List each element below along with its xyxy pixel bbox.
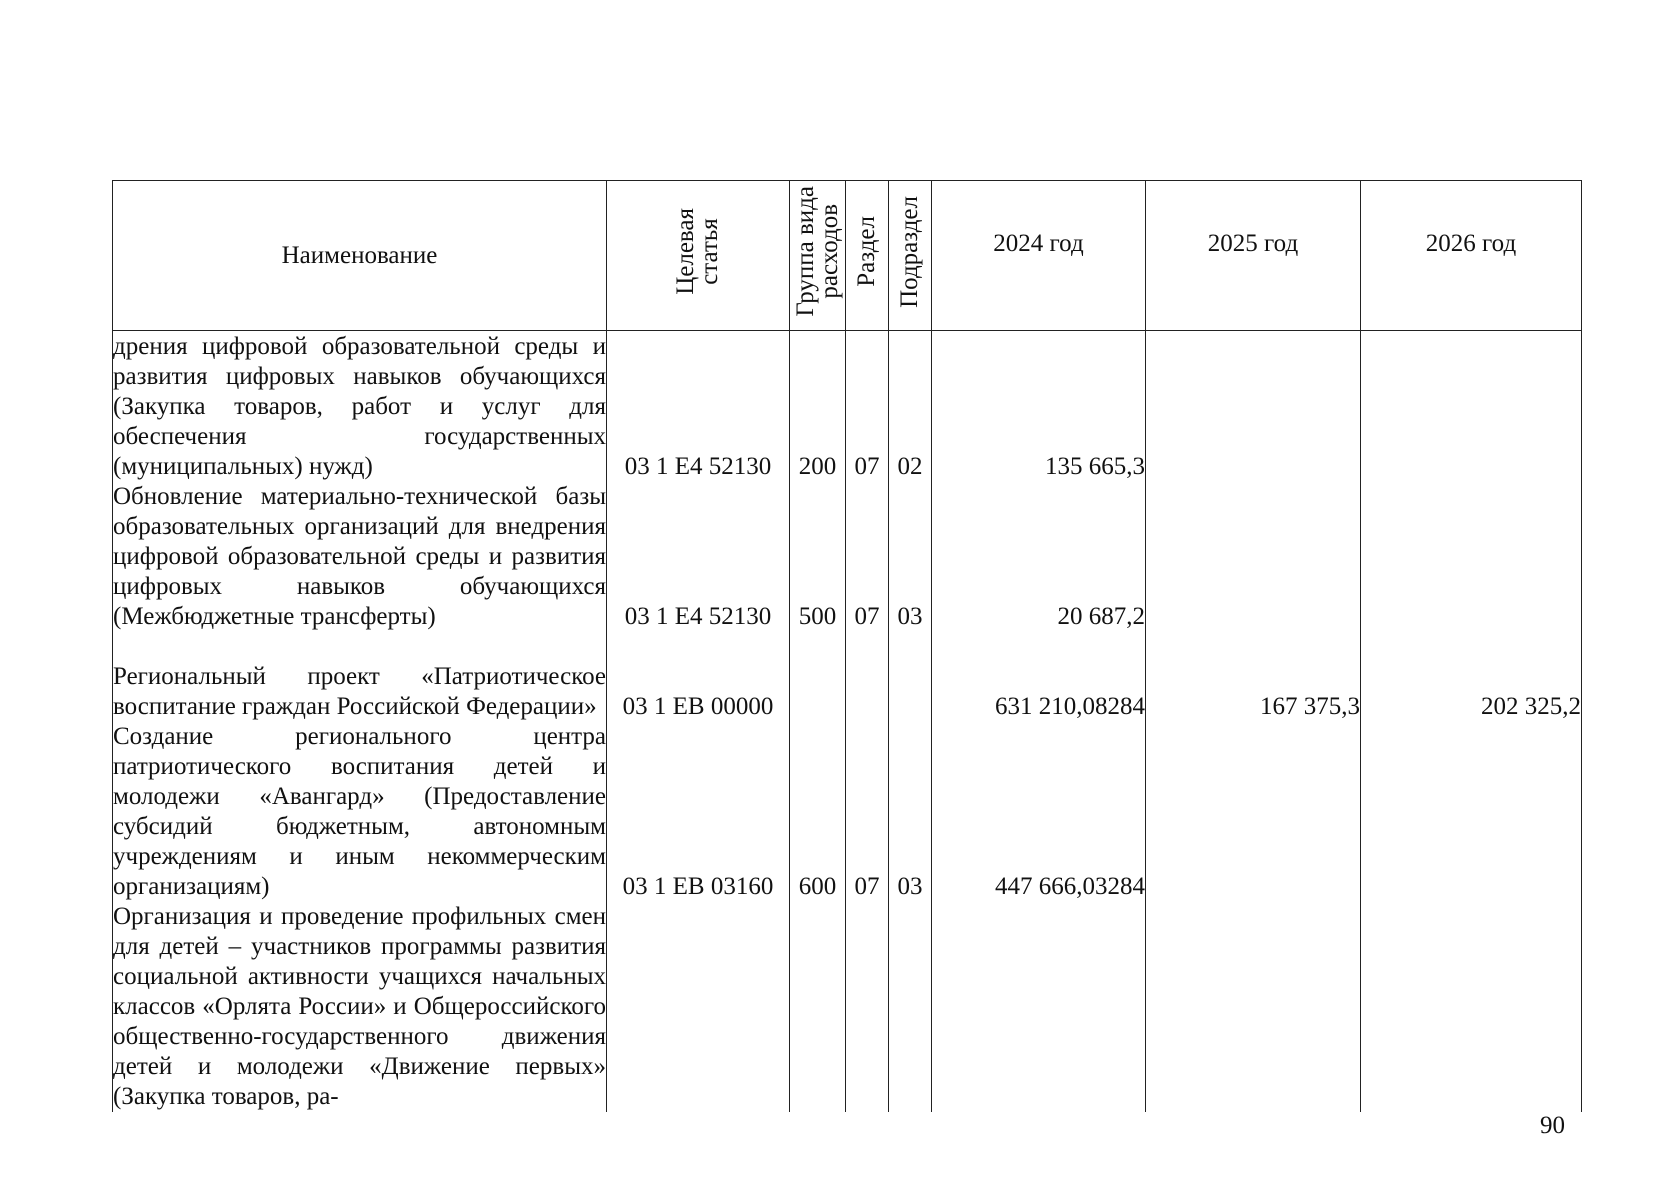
row-target-article: 03 1 E4 52130 bbox=[607, 482, 790, 632]
row-target-article bbox=[607, 902, 790, 1112]
budget-table bbox=[112, 180, 1582, 1112]
row-value-2024: 447 666,03284 bbox=[932, 722, 1146, 902]
row-value-2026 bbox=[1361, 482, 1582, 632]
row-section bbox=[846, 632, 889, 722]
header-expense-group: Группа вида расходов bbox=[790, 181, 846, 331]
header-year-2024: 2024 год bbox=[932, 181, 1146, 331]
row-value-2026: 202 325,2 bbox=[1361, 632, 1582, 722]
row-name: дрения цифровой образовательной среды и развития цифровых навыков обучающихся (Закупка товаров, работ и услуг для обеспечения государственных (муниципальных) нужд) bbox=[113, 332, 606, 480]
row-name: Обновление материально-технической базы образовательных организаций для внедрения цифровой образовательной среды и развития цифровых навыков обучающихся (Межбюджетные трансферты) bbox=[113, 482, 606, 630]
row-section: 07 bbox=[846, 482, 889, 632]
row-value-2024: 135 665,3 bbox=[932, 331, 1146, 482]
table-row bbox=[113, 482, 1582, 632]
row-value-2025 bbox=[1146, 902, 1361, 1112]
row-value-2024 bbox=[932, 902, 1146, 1112]
row-value-2025: 167 375,3 bbox=[1146, 632, 1361, 722]
row-expense-group: 200 bbox=[790, 331, 846, 482]
row-value-2025 bbox=[1146, 722, 1361, 902]
row-subsection: 03 bbox=[889, 722, 932, 902]
header-section: Раздел bbox=[846, 181, 889, 331]
row-value-2026 bbox=[1361, 722, 1582, 902]
row-section bbox=[846, 902, 889, 1112]
table-row bbox=[113, 632, 1582, 722]
page-number: 90 bbox=[1540, 1112, 1565, 1139]
row-value-2024: 20 687,2 bbox=[932, 482, 1146, 632]
row-value-2025 bbox=[1146, 482, 1361, 632]
header-target-article: Целевая статья bbox=[607, 181, 790, 331]
row-subsection: 03 bbox=[889, 482, 932, 632]
table-row bbox=[113, 902, 1582, 1112]
table-row bbox=[113, 331, 1582, 482]
row-expense-group bbox=[790, 902, 846, 1112]
row-section: 07 bbox=[846, 722, 889, 902]
row-value-2025 bbox=[1146, 331, 1361, 482]
row-subsection bbox=[889, 902, 932, 1112]
row-target-article: 03 1 EB 03160 bbox=[607, 722, 790, 902]
row-name: Создание регионального центра патриотического воспитания детей и молодежи «Авангард» (Предоставление субсидий бюджетным, автономным учреждениям и иным некоммерческим организациям) bbox=[113, 722, 606, 900]
row-section: 07 bbox=[846, 331, 889, 482]
row-value-2026 bbox=[1361, 902, 1582, 1112]
table-row bbox=[113, 722, 1582, 902]
row-target-article: 03 1 E4 52130 bbox=[607, 331, 790, 482]
row-value-2024: 631 210,08284 bbox=[932, 632, 1146, 722]
row-expense-group: 500 bbox=[790, 482, 846, 632]
row-subsection bbox=[889, 632, 932, 722]
row-name: Организация и проведение профильных смен для детей – участников программы развития социальной активности учащихся начальных классов «Орлята России» и Общероссийского общественно-государственного движения детей и молодежи «Движение первых» (Закупка товаров, ра- bbox=[113, 902, 606, 1110]
header-name: Наименование bbox=[113, 181, 607, 331]
table-header bbox=[113, 181, 1582, 331]
header-subsection: Подраздел bbox=[889, 181, 932, 331]
header-year-2025: 2025 год bbox=[1146, 181, 1361, 331]
row-subsection: 02 bbox=[889, 331, 932, 482]
row-expense-group: 600 bbox=[790, 722, 846, 902]
table-body bbox=[113, 331, 1582, 1112]
row-expense-group bbox=[790, 632, 846, 722]
header-year-2026: 2026 год bbox=[1361, 181, 1582, 331]
row-target-article: 03 1 EB 00000 bbox=[607, 632, 790, 722]
row-name: Региональный проект «Патриотическое воспитание граждан Российской Федерации» bbox=[113, 632, 607, 722]
row-value-2026 bbox=[1361, 331, 1582, 482]
